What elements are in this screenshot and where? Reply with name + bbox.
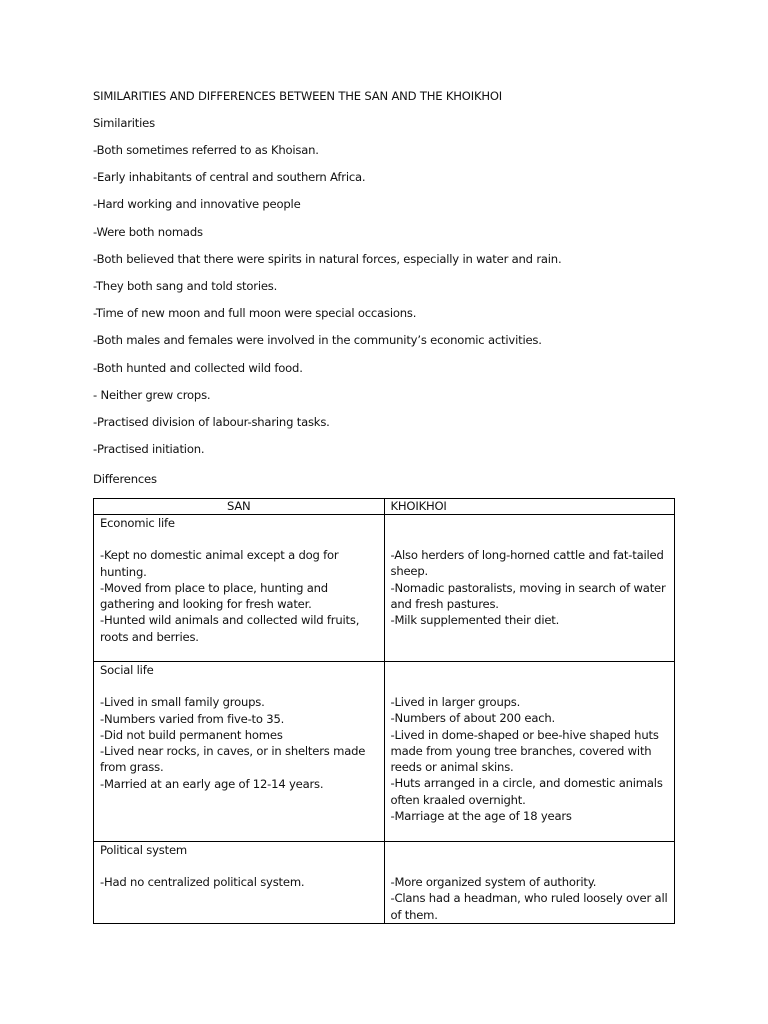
cell-line: -Clans had a headman, who ruled loosely over all of them. [390, 891, 668, 922]
section-title-political: Political system [100, 843, 187, 857]
san-cell [94, 842, 385, 924]
list-item: -Hard working and innovative people [93, 197, 301, 212]
list-item: -Both males and females were involved in the community’s economic activities. [93, 333, 542, 348]
cell-line: -Marriage at the age of 18 years [390, 809, 572, 824]
table-row [94, 515, 675, 662]
cell-line: -Lived in larger groups. [390, 695, 521, 709]
list-item: -Practised initiation. [93, 442, 205, 457]
list-item: -Early inhabitants of central and southern Africa. [93, 170, 366, 185]
table-row [94, 662, 675, 842]
list-item: -They both sang and told stories. [93, 278, 278, 293]
list-item: -Practised division of labour-sharing tasks. [93, 414, 330, 429]
cell-line: -Had no centralized political system. [100, 875, 305, 890]
san-cell [94, 515, 385, 662]
list-item: -Both hunted and collected wild food. [93, 360, 303, 375]
list-item: - Neither grew crops. [93, 387, 211, 402]
khoikhoi-cell [384, 515, 675, 662]
section-title-economic: Economic life [100, 516, 175, 530]
cell-line: -Lived in small family groups. [100, 695, 265, 710]
san-cell [94, 662, 385, 842]
cell-line: -Lived in dome-shaped or bee-hive shaped huts made from young tree branches, covered with reeds or animal skins. [390, 727, 659, 775]
list-item: -Were both nomads [93, 224, 203, 239]
list-item: -Both believed that there were spirits in natural forces, especially in water and rain. [93, 251, 562, 266]
cell-line: -Moved from place to place, hunting and gathering and looking for fresh water. [100, 580, 328, 612]
cell-line: -Huts arranged in a circle, and domestic animals often kraaled overnight. [390, 776, 663, 807]
cell-line: -Hunted wild animals and collected wild fruits, roots and berries. [100, 613, 360, 644]
table-header-row [94, 499, 675, 515]
document-title: SIMILARITIES AND DIFFERENCES BETWEEN THE SAN AND THE KHOIKHOI [93, 89, 503, 103]
column-header-khoikhoi: KHOIKHOI [384, 499, 675, 515]
khoikhoi-cell [384, 842, 675, 924]
table-row [94, 842, 675, 924]
cell-line: -Lived near rocks, in caves, or in shelters made from grass. [100, 744, 366, 775]
differences-heading: Differences [93, 472, 157, 486]
similarities-list [93, 143, 561, 469]
cell-line: -Milk supplemented their diet. [390, 613, 560, 628]
list-item: -Both sometimes referred to as Khoisan. [93, 143, 319, 157]
cell-line: -Numbers varied from five-to 35. [100, 711, 285, 726]
cell-line: -Numbers of about 200 each. [390, 711, 556, 726]
cell-line: -Also herders of long-horned cattle and fat-tailed sheep. [390, 548, 664, 579]
differences-table [93, 498, 675, 924]
cell-line: -Married at an early age of 12-14 years. [100, 776, 324, 791]
cell-line: -Nomadic pastoralists, moving in search of water and fresh pastures. [390, 580, 666, 611]
khoikhoi-cell [384, 662, 675, 842]
section-title-social: Social life [100, 663, 154, 677]
cell-line: -Kept no domestic animal except a dog for hunting. [100, 548, 339, 579]
cell-line: -Did not build permanent homes [100, 727, 283, 742]
cell-line: -More organized system of authority. [390, 875, 597, 889]
list-item: -Time of new moon and full moon were special occasions. [93, 306, 417, 321]
similarities-heading: Similarities [93, 116, 155, 130]
column-header-san: SAN [94, 499, 385, 515]
